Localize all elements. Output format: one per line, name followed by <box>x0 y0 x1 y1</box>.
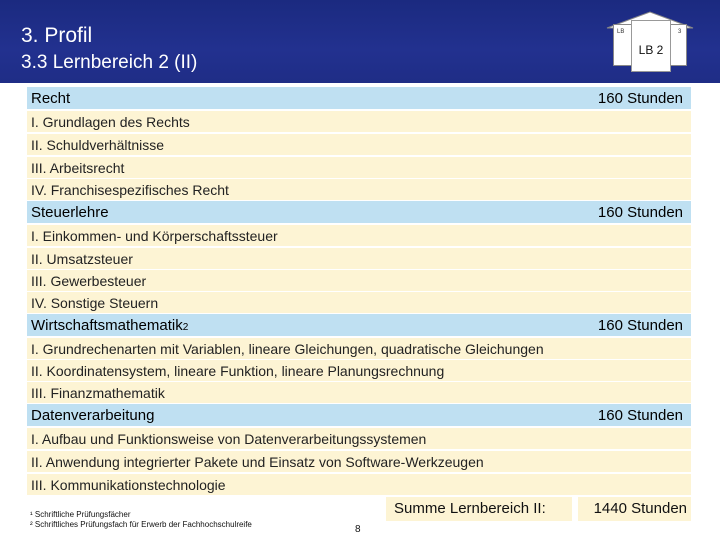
footnote-2: ² Schriftliches Prüfungsfach für Erwerb der Fachhochschulreife <box>30 520 252 529</box>
section-hours: 160 Stunden <box>597 407 683 424</box>
list-item: II. Umsatzsteuer <box>27 248 691 269</box>
section-title: Wirtschaftsmathematik2 <box>31 317 189 334</box>
list-item: III. Finanzmathematik <box>27 382 691 403</box>
list-item: I. Grundlagen des Rechts <box>27 111 691 132</box>
list-item: III. Arbeitsrecht <box>27 157 691 178</box>
slide-header <box>0 0 720 83</box>
section-hours: 160 Stunden <box>597 317 683 334</box>
section-header-datenverarbeitung <box>27 404 691 426</box>
section-title: Steuerlehre <box>31 204 109 221</box>
section-header-steuerlehre <box>27 201 691 223</box>
list-item: I. Grundrechenarten mit Variablen, lineare Gleichungen, quadratische Gleichungen <box>27 338 691 359</box>
summary-label: Summe Lernbereich II: <box>386 497 572 521</box>
page-title: 3. Profil <box>21 24 93 47</box>
section-title: Datenverarbeitung <box>31 407 155 424</box>
list-item: IV. Franchisespezifisches Recht <box>27 179 691 200</box>
logo-right-block: 3 <box>665 24 687 66</box>
list-item: IV. Sonstige Steuern <box>27 292 691 313</box>
list-item: II. Koordinatensystem, lineare Funktion, lineare Planungsrechnung <box>27 360 691 381</box>
section-header-wirtschaftsmathematik <box>27 314 691 336</box>
list-item: III. Gewerbesteuer <box>27 270 691 291</box>
section-header-recht <box>27 87 691 109</box>
section-title: Recht <box>31 90 71 107</box>
section-hours: 160 Stunden <box>597 90 683 107</box>
logo-label: LB 2 <box>638 43 664 57</box>
page-number: 8 <box>355 524 361 535</box>
learning-area-logo <box>603 10 697 72</box>
list-item: I. Aufbau und Funktionsweise von Datenverarbeitungssystemen <box>27 428 691 449</box>
page-subtitle: 3.3 Lernbereich 2 (II) <box>21 52 198 73</box>
list-item: III. Kommunikationstechnologie <box>27 474 691 495</box>
footnote-1: ¹ Schriftliche Prüfungsfächer <box>30 510 131 519</box>
footnote-mark: 2 <box>182 322 189 333</box>
list-item: I. Einkommen- und Körperschaftssteuer <box>27 225 691 246</box>
logo-main-block <box>631 20 671 72</box>
summary-value: 1440 Stunden <box>578 497 691 521</box>
logo-left-block: LB <box>613 24 635 66</box>
section-hours: 160 Stunden <box>597 204 683 221</box>
list-item: II. Schuldverhältnisse <box>27 134 691 155</box>
list-item: II. Anwendung integrierter Pakete und Einsatz von Software-Werkzeugen <box>27 451 691 472</box>
